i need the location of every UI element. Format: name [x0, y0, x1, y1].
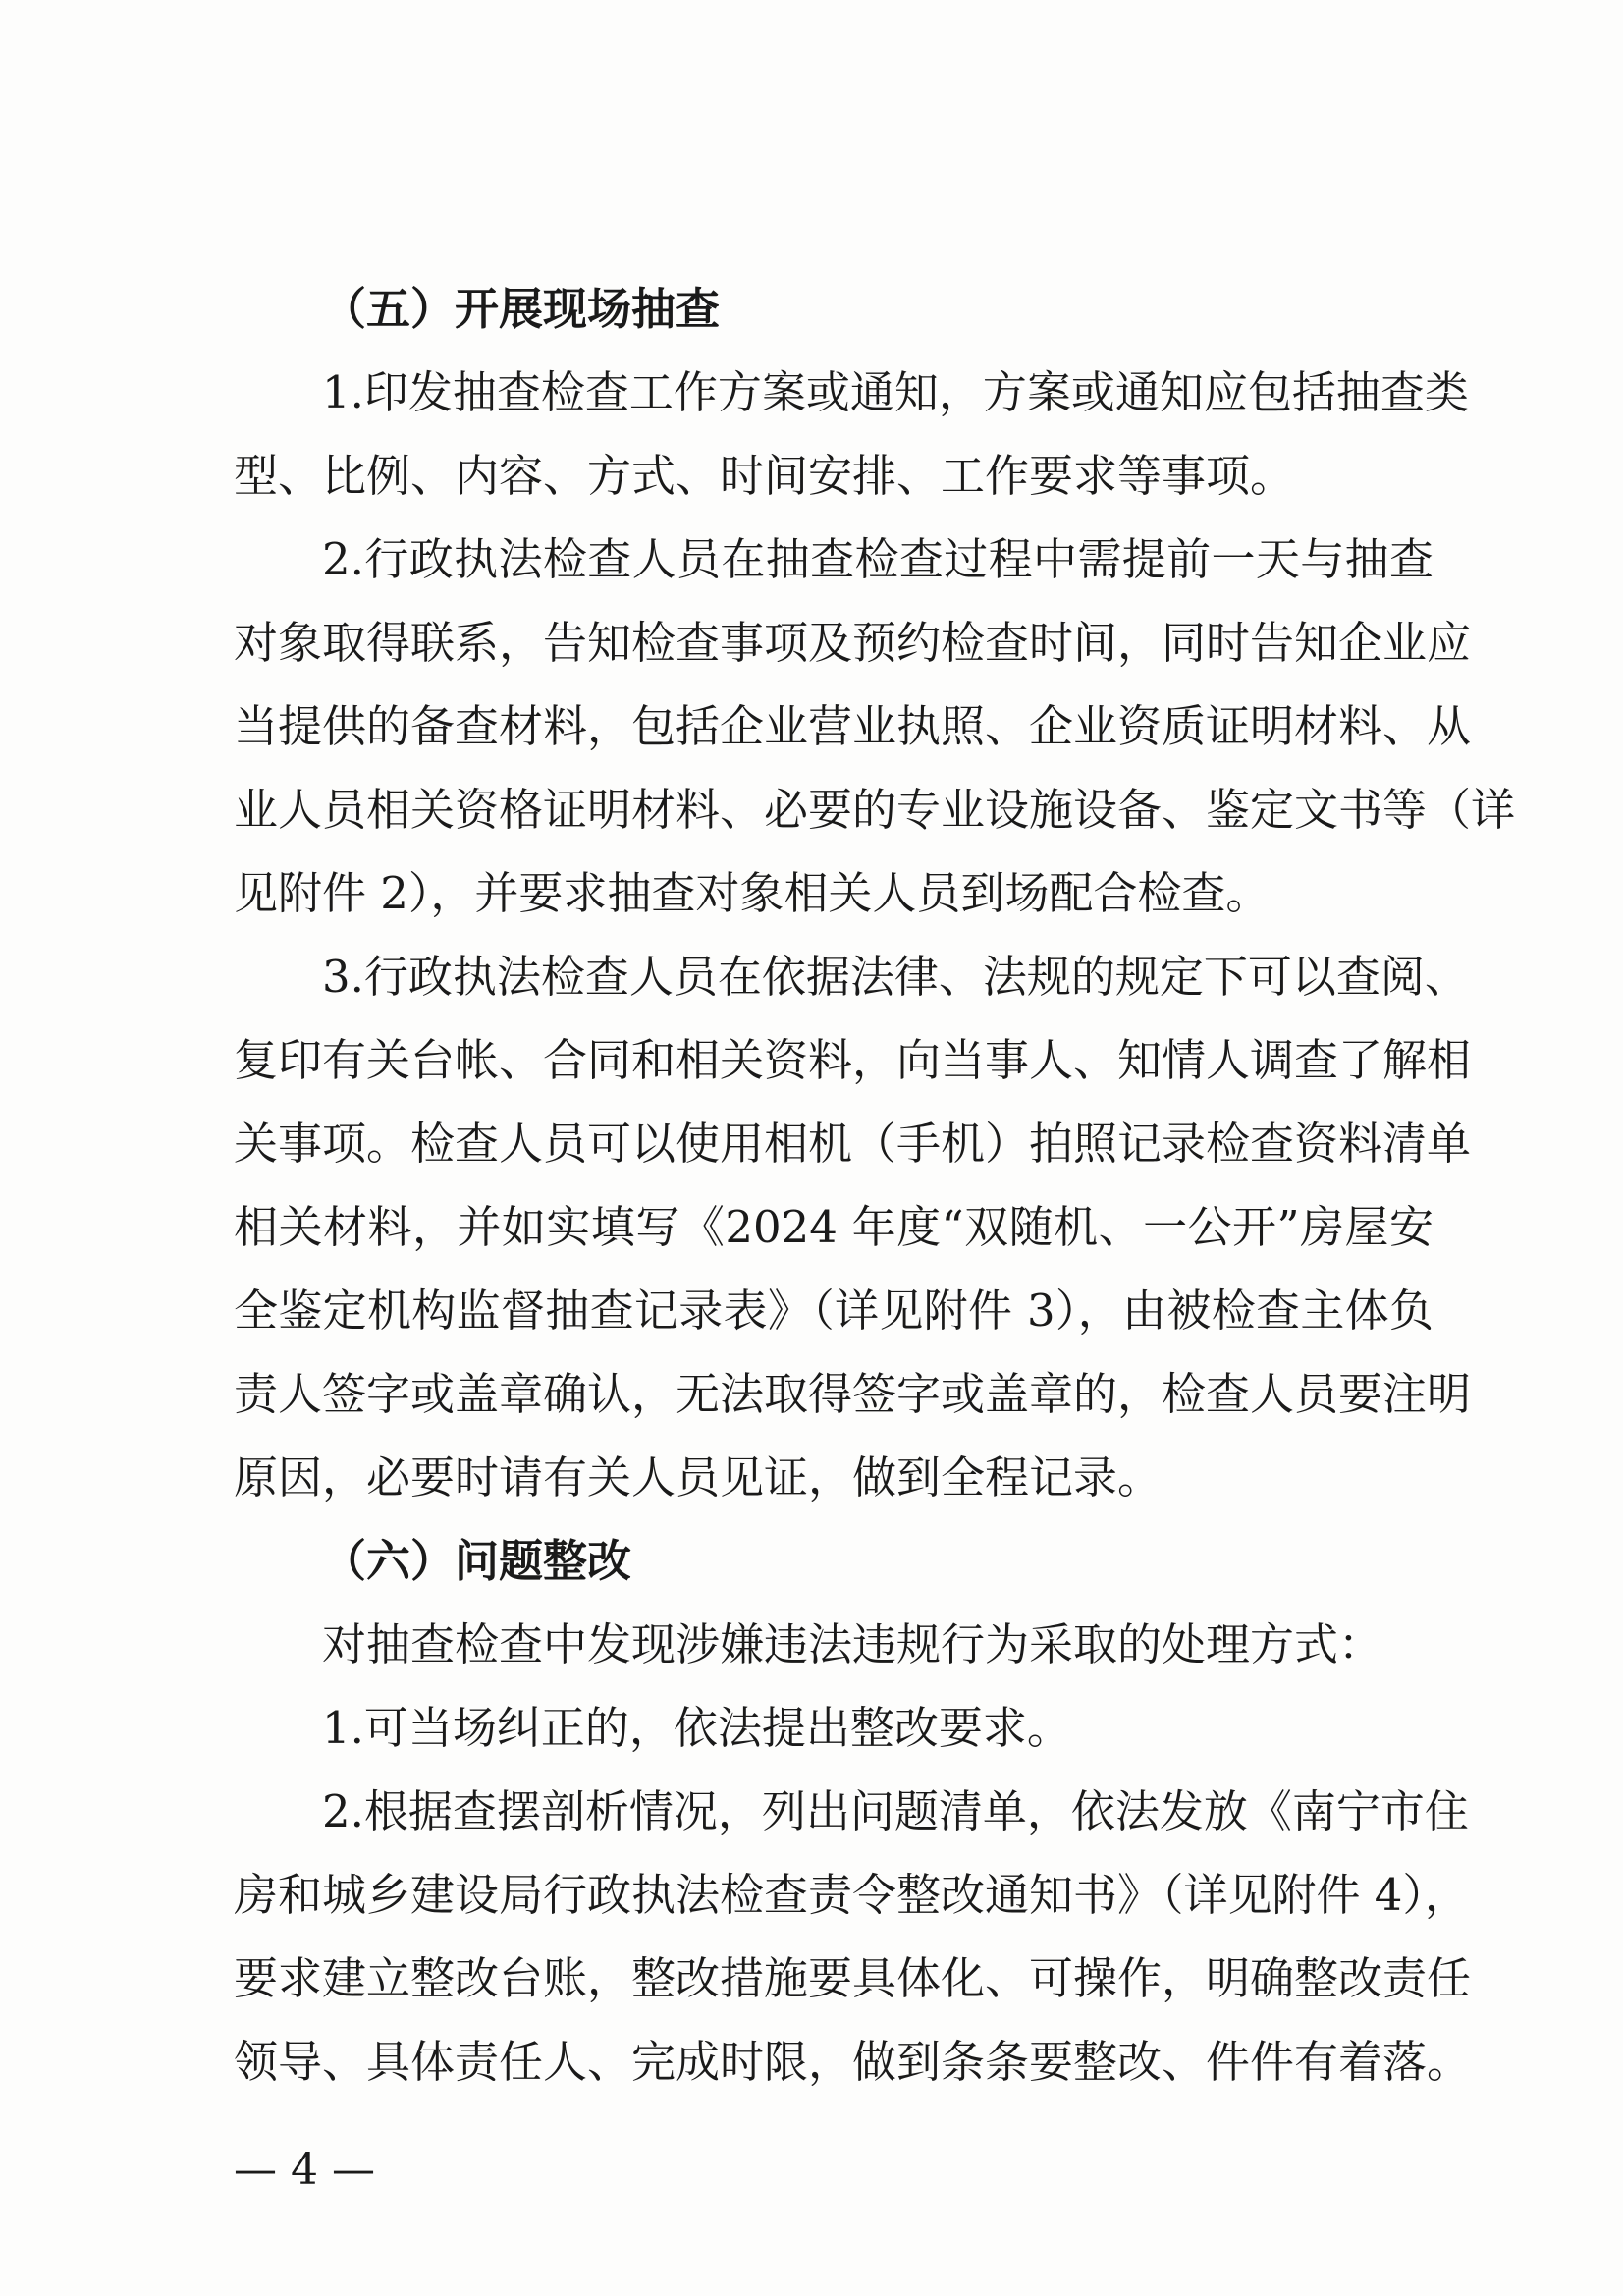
- paragraph-line: 对象取得联系，告知检查事项及预约检查时间，同时告知企业应: [234, 617, 1472, 669]
- paragraph-line: 见附件 2），并要求抽查对象相关人员到场配合检查。: [234, 867, 1271, 919]
- paragraph-line: 业人员相关资格证明材料、必要的专业设施设备、鉴定文书等（详: [234, 784, 1516, 836]
- paragraph-line: 领导、具体责任人、完成时限，做到条条要整改、件件有着落。: [234, 2036, 1472, 2088]
- paragraph-line: 相关材料，并如实填写《2024 年度“双随机、一公开”房屋安: [234, 1201, 1434, 1253]
- paragraph-line: 3.行政执法检查人员在依据法律、法规的规定下可以查阅、: [322, 951, 1469, 1003]
- paragraph-line: 当提供的备查材料，包括企业营业执照、企业资质证明材料、从: [234, 700, 1472, 752]
- section-heading-6: （六）问题整改: [322, 1535, 632, 1587]
- paragraph-line: 房和城乡建设局行政执法检查责令整改通知书》（详见附件 4），: [234, 1869, 1469, 1921]
- paragraph-line: 1.可当场纠正的，依法提出整改要求。: [322, 1702, 1071, 1754]
- paragraph-line: 2.行政执法检查人员在抽查检查过程中需提前一天与抽查: [322, 533, 1434, 585]
- paragraph-line: 责人签字或盖章确认，无法取得签字或盖章的，检查人员要注明: [234, 1368, 1472, 1420]
- paragraph-line: 原因，必要时请有关人员见证，做到全程记录。: [234, 1451, 1163, 1503]
- paragraph-line: 要求建立整改台账，整改措施要具体化、可操作，明确整改责任: [234, 1952, 1472, 2004]
- paragraph-line: 2.根据查摆剖析情况，列出问题清单，依法发放《南宁市住: [322, 1785, 1469, 1837]
- page-number: — 4 —: [234, 2145, 375, 2195]
- section-heading-5: （五）开展现场抽查: [322, 283, 721, 335]
- paragraph-line: 复印有关台帐、合同和相关资料，向当事人、知情人调查了解相: [234, 1034, 1472, 1086]
- paragraph-line: 关事项。检查人员可以使用相机（手机）拍照记录检查资料清单: [234, 1118, 1472, 1170]
- paragraph-line: 1.印发抽查检查工作方案或通知，方案或通知应包括抽查类: [322, 366, 1469, 418]
- paragraph-line: 对抽查检查中发现涉嫌违法违规行为采取的处理方式：: [322, 1618, 1383, 1670]
- paragraph-line: 全鉴定机构监督抽查记录表》（详见附件 3），由被检查主体负: [234, 1285, 1434, 1337]
- paragraph-line: 型、比例、内容、方式、时间安排、工作要求等事项。: [234, 450, 1295, 502]
